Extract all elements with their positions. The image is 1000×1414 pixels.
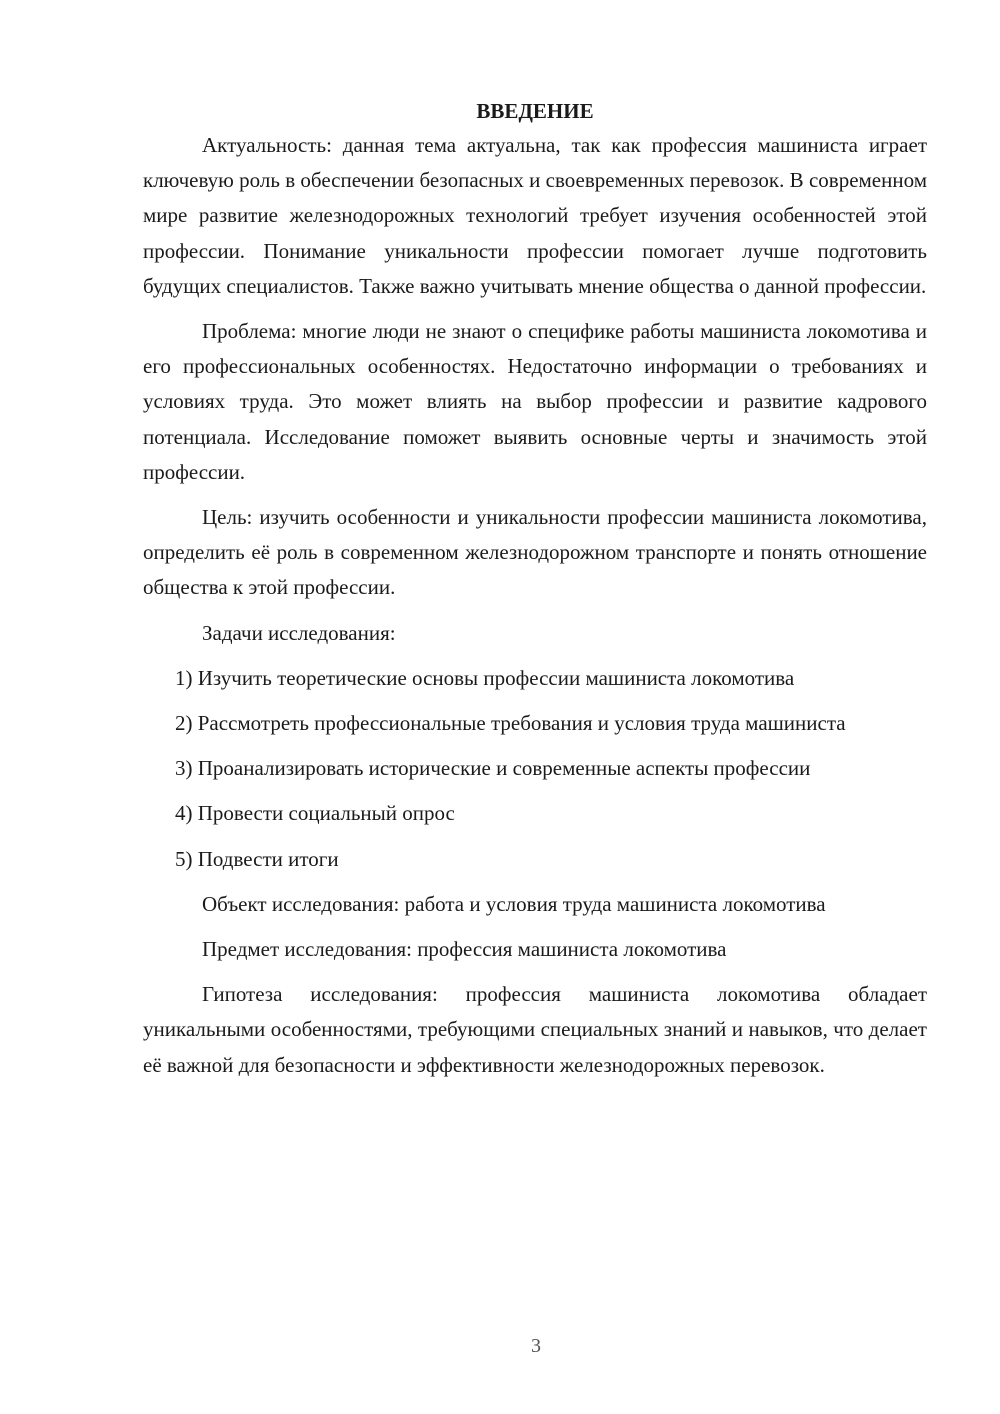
paragraph-object: Объект исследования: работа и условия труда машиниста локомотива: [202, 891, 826, 916]
paragraph-problem: Проблема: многие люди не знают о специфике работы машиниста локомотива и его профессиональных особенностях. Недостаточно информации о требованиях и условиях труда. Это может влиять на выбор профессии и развитие кадрового потенциала. Исследование поможет выявить основные черты и значимость этой профессии.: [143, 319, 927, 484]
page-content: [143, 96, 927, 1093]
page-number: 3: [531, 1335, 541, 1357]
task-item: 1) Изучить теоретические основы профессии машиниста локомотива: [175, 665, 795, 690]
section-title: ВВЕДЕНИЕ: [476, 99, 594, 123]
task-item: 3) Проанализировать исторические и современные аспекты профессии: [175, 756, 811, 781]
paragraph-hypothesis: Гипотеза исследования: профессия машиниста локомотива обладает уникальными особенностями, требующими специальных знаний и навыков, что делает её важной для безопасности и эффективности железнодорожных перевозок.: [143, 982, 927, 1077]
task-item: 5) Подвести итоги: [175, 846, 339, 871]
paragraph-relevance: Актуальность: данная тема актуальна, так как профессия машиниста играет ключевую роль в обеспечении безопасных и своевременных перевозок. В современном мире развитие железнодорожных технологий требует изучения особенностей этой профессии. Понимание уникальности профессии помогает лучше подготовить будущих специалистов. Также важно учитывать мнение общества о данной профессии.: [143, 133, 927, 298]
task-item: 2) Рассмотреть профессиональные требования и условия труда машиниста: [175, 711, 846, 736]
task-item: 4) Провести социальный опрос: [175, 801, 455, 826]
paragraph-goal: Цель: изучить особенности и уникальности профессии машиниста локомотива, определить её роль в современном железнодорожном транспорте и понять отношение общества к этой профессии.: [143, 505, 927, 600]
tasks-heading: Задачи исследования:: [202, 620, 396, 645]
paragraph-subject: Предмет исследования: профессия машиниста локомотива: [202, 937, 727, 962]
